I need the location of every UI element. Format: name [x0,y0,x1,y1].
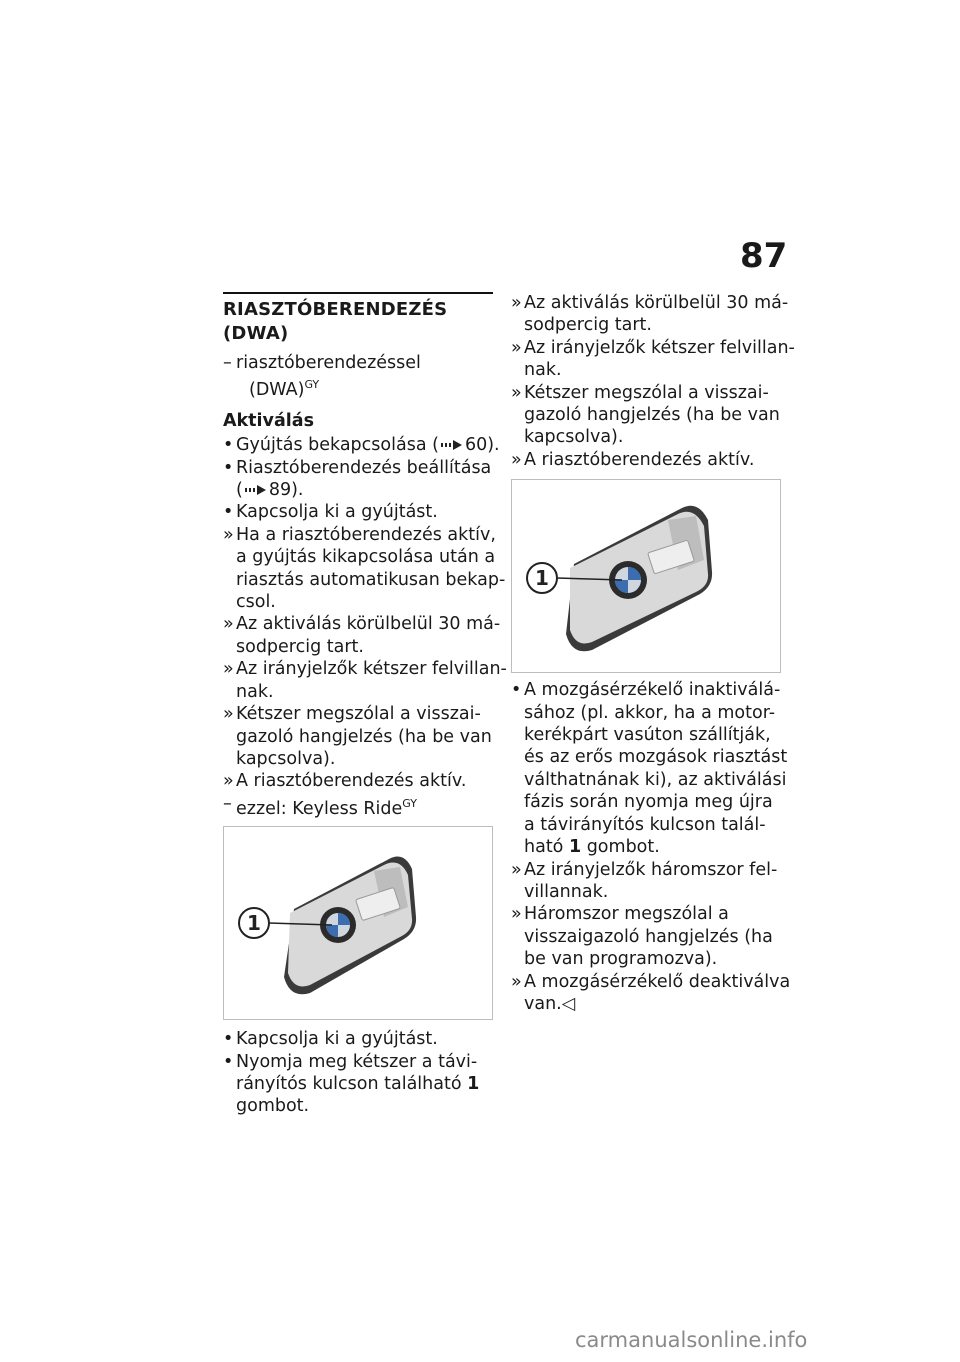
right-column [511,292,795,1015]
result-item: » A mozgásérzékelő deaktiválva van.◁ [511,971,791,1014]
key-fob-figure [511,479,781,673]
result-item: » Az irányjelzők kétszer felvillan- nak. [223,659,507,702]
result-item: » Az irányjelzők háromszor fel- villannak. [511,859,778,902]
footer-watermark: carmanualsonline.info [575,1328,808,1352]
figure-callout-label: 1 [535,566,549,591]
variant-note: – ezzel: Keyless Ride$^{GY}$ [223,793,417,819]
key-fob-illustration [224,827,492,1019]
section-rule [223,292,493,294]
result-item: » Háromszor megszólal a visszaigazoló hangjelzés (ha be van programozva). [511,904,773,970]
result-item: » A riasztóberendezés aktív. [511,449,755,470]
section-title: RIASZTÓBERENDEZÉS (DWA) [223,299,448,344]
list-item: • Kapcsolja ki a gyújtást. [223,1029,438,1050]
key-fob-figure [223,826,493,1020]
list-item: • Nyomja meg kétszer a távi- rányítós kulcson található 1 gombot. [223,1051,480,1117]
result-item: » Ha a riasztóberendezés aktív, a gyújtás kikapcsolása után a riasztás automatikusan bekap- csol. [223,524,506,613]
list-item: • Gyújtás bekapcsolása ( 60). [223,435,500,456]
page-number: 87 [740,236,788,276]
list-item: • Riasztóberendezés beállítása ( 89). [223,457,492,501]
variant-note: – riasztóberendezéssel (DWA)$^{GY}$ [223,353,421,401]
page-ref-arrow-icon [245,484,267,496]
key-fob-illustration [512,480,780,672]
result-item: » Az aktiválás körülbelül 30 má- sodpercig tart. [511,293,789,336]
end-of-section-icon: ◁ [561,993,576,1014]
figure-callout-label: 1 [247,911,261,936]
list-item: • A mozgásérzékelő inaktiválá- sához (pl. akkor, ha a motor- kerékpárt vasúton szállítják, és az erős mozgások riasztást válthatnának ki), az aktiválási fázis során nyomja meg újra a távirányítós kulcson talál- ható 1 gombot. [511,680,788,858]
result-item: » Az irányjelzők kétszer felvillan- nak. [511,337,795,381]
page-ref-arrow-icon [441,439,463,451]
left-column [223,292,507,1118]
subheading: Aktiválás [223,410,314,431]
result-item: » A riasztóberendezés aktív. [223,771,467,792]
result-item: » Kétszer megszólal a visszai- gazoló hangjelzés (ha be van kapcsolva). [223,704,492,769]
list-item: • Kapcsolja ki a gyújtást. [223,502,438,523]
result-item: » Kétszer megszólal a visszai- gazoló hangjelzés (ha be van kapcsolva). [511,382,780,448]
result-item: » Az aktiválás körülbelül 30 má- sodpercig tart. [223,614,501,657]
